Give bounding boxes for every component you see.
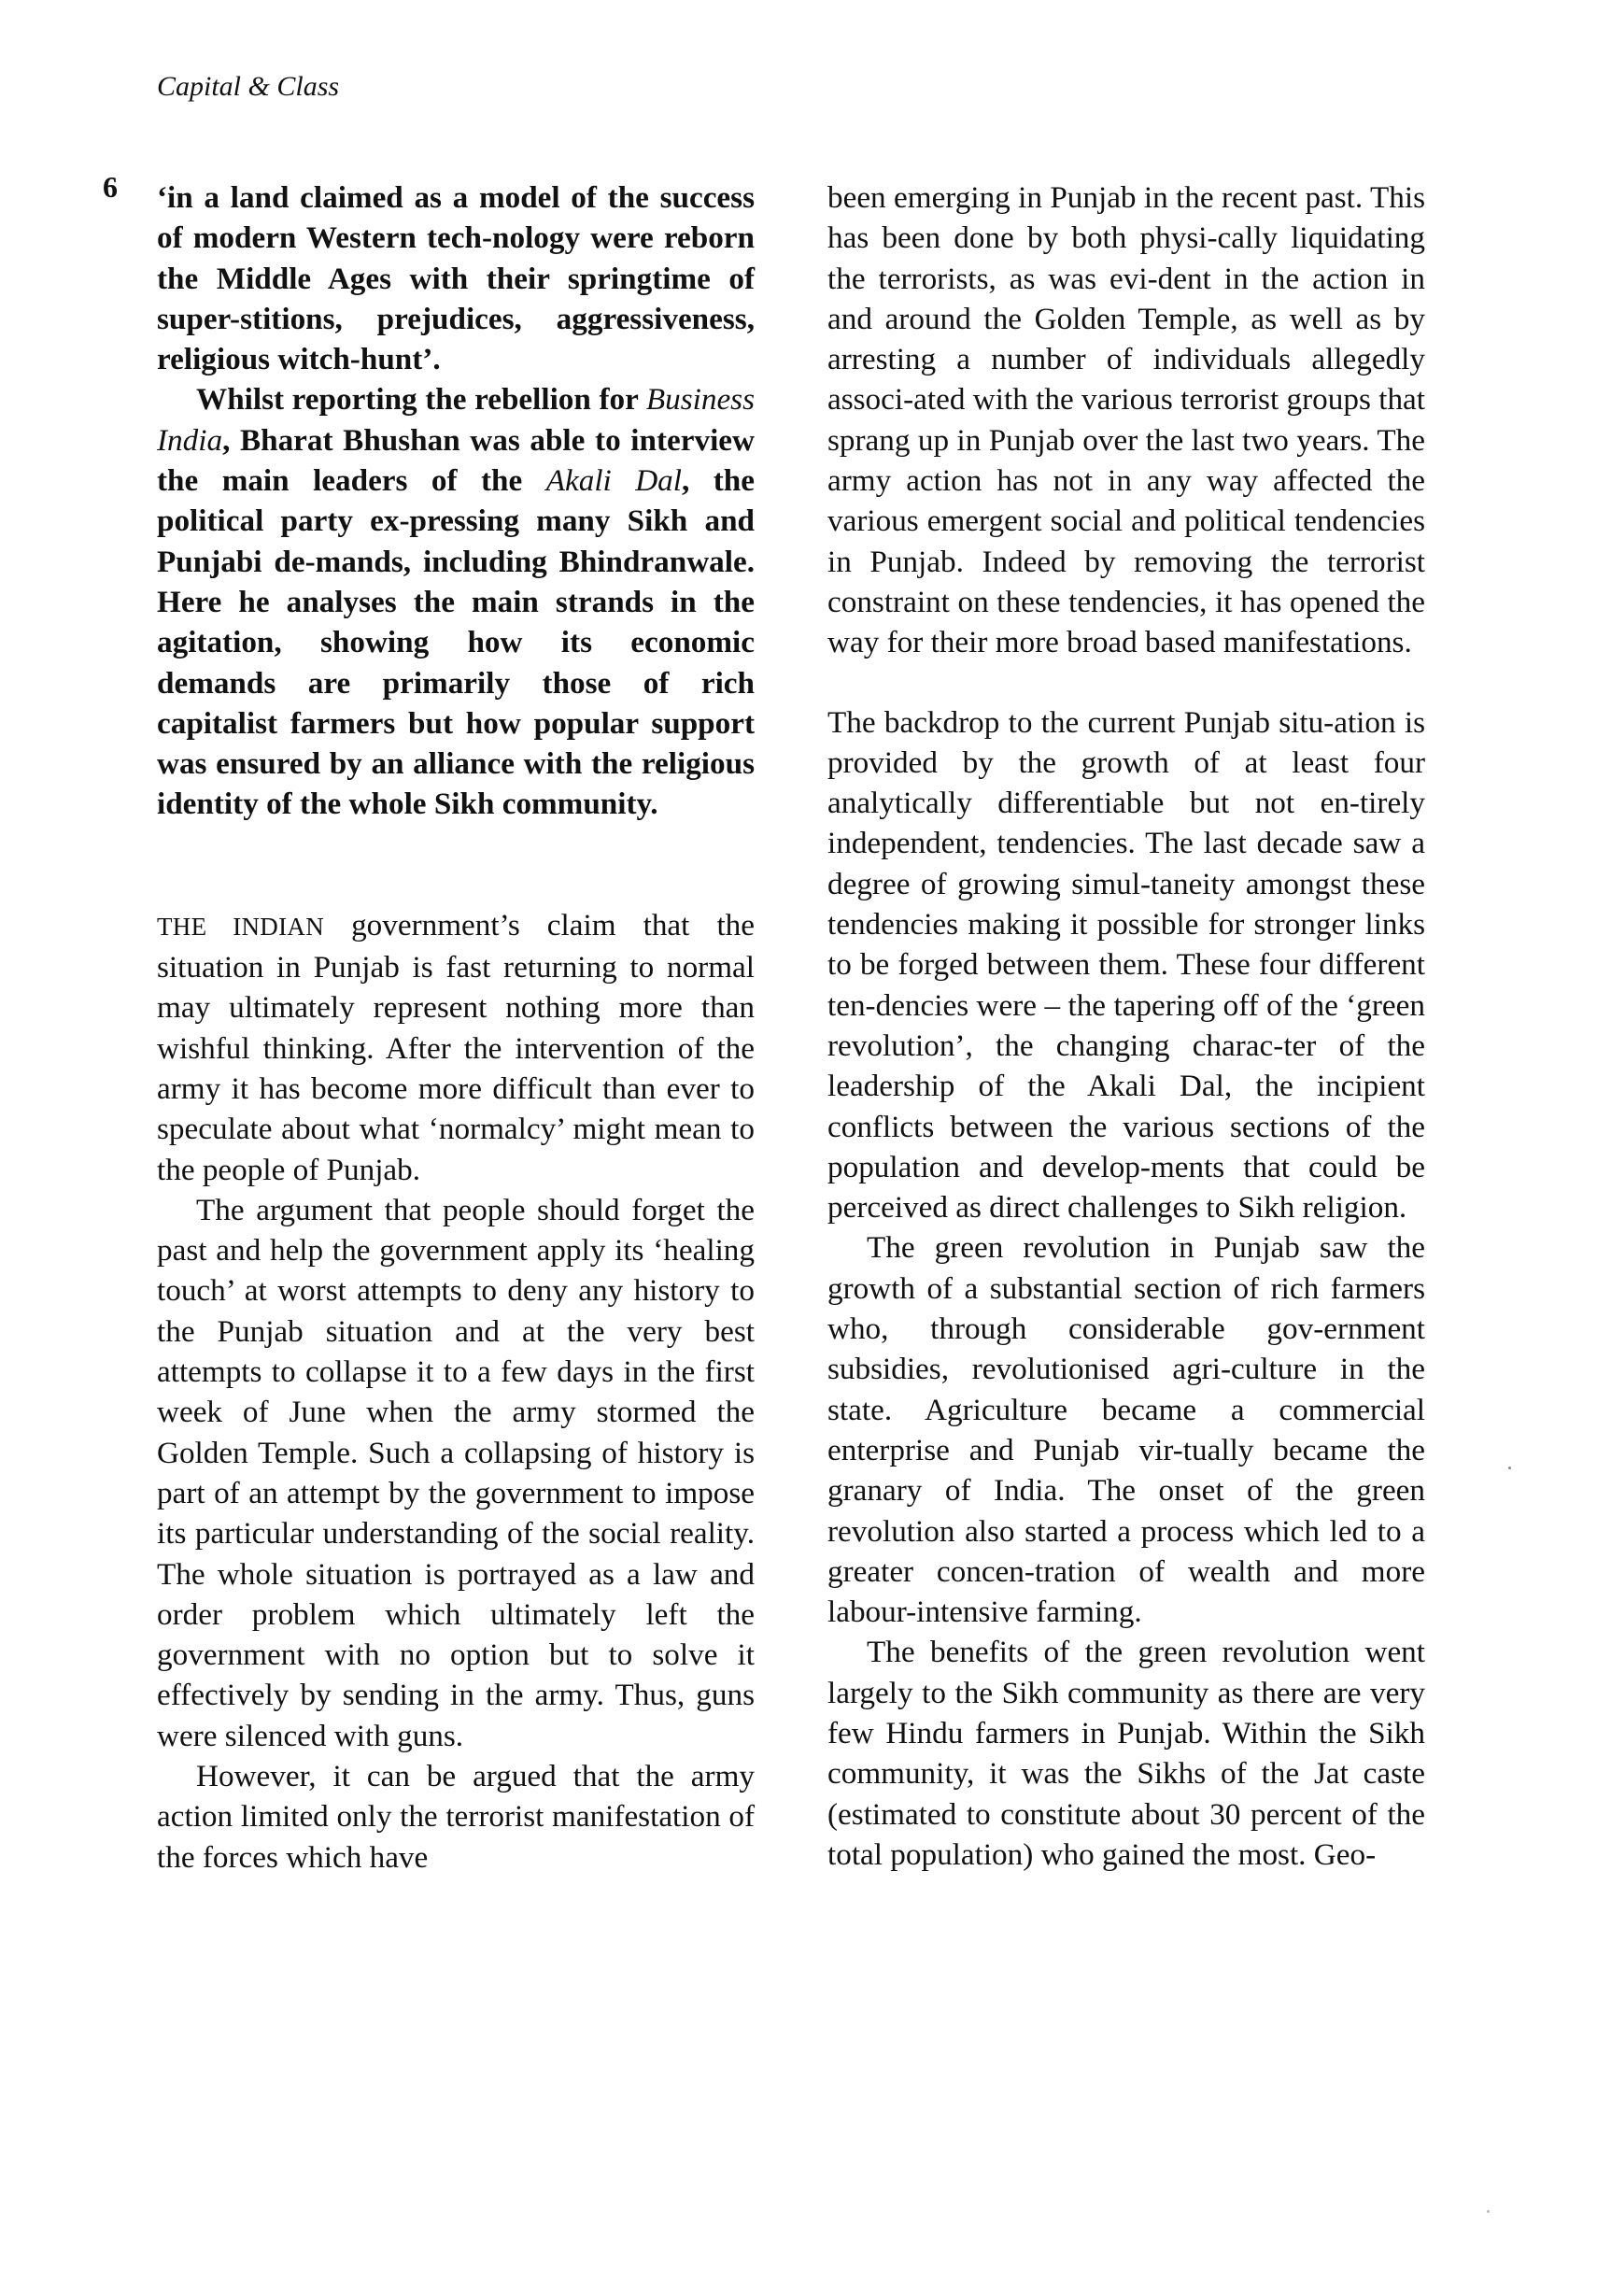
scan-speck (1508, 1467, 1511, 1469)
paragraph-text: government’s claim that the situation in Punjab is fast returning to normal may ultimately represent nothing more than wishful thinking. After the intervention of the army it has become more difficult than ever to speculate about what ‘normalcy’ might mean to the people of Punjab. (157, 907, 755, 1187)
left-column (157, 177, 755, 1878)
abstract (157, 177, 755, 825)
page-number: 6 (103, 170, 118, 204)
abstract-intro (157, 379, 755, 824)
abstract-quote: ‘in a land claimed as a model of the success of modern Western tech-nology were reborn the Middle Ages with their springtime of super-stitions, prejudices, aggressiveness, religious witch-hunt’. (157, 180, 755, 377)
body-paragraph-1 (157, 905, 755, 1190)
body-paragraph-continued: been emerging in Punjab in the recent past. This has been done by both physi-cally liquidating the terrorists, as was evi-dent in the action in and around the Golden Temple, as well as by arresting a number of individuals allegedly associ-ated with the various terrorist groups that sprang up in Punjab over the last two years. The army action has not in any way affected the various emergent social and political tendencies in Punjab. Indeed by removing the terrorist constraint on these tendencies, it has opened the way for their more broad based manifestations. (827, 180, 1425, 660)
publication-title: Business India (157, 382, 755, 458)
running-head: Capital & Class (157, 71, 340, 102)
abstract-text: , Bharat Bhushan was able to interview the main leaders of the (157, 422, 755, 499)
abstract-text: Whilst reporting the rebellion for (196, 382, 646, 418)
body-paragraph-benefits: The benefits of the green revolution went largely to the Sikh community as there are very few Hindu farmers in Punjab. Within the Sikh community, it was the Sikhs of the Jat caste (estimated to constitute about 30 percent of the total population) who gained the most. Geo- (827, 1635, 1425, 1872)
body-paragraph-2: The argument that people should forget the past and help the government apply its ‘healing touch’ at worst attempts to deny any history to the Punjab situation and at the very best attempts to collapse it to a few days in the first week of June when the army stormed the Golden Temple. Such a collapsing of history is part of an attempt by the government to impose its particular understanding of the social reality. The whole situation is portrayed as a law and order problem which ultimately left the government with no option but to solve it effectively by sending in the army. Thus, guns were silenced with guns. (157, 1192, 755, 1753)
party-name: Akali Dal (545, 463, 682, 499)
right-column (827, 177, 1425, 1875)
body-paragraph-green-revolution: The green revolution in Punjab saw the growth of a substantial section of rich farmers who, through considerable gov-ernment subsidies, revolutionised agri-culture in the state. Agriculture became a commercial enterprise and Punjab vir-tually became the granary of India. The onset of the green revolution also started a process which led to a greater concen-tration of wealth and more labour-intensive farming. (827, 1230, 1425, 1630)
body-paragraph-3: However, it can be argued that the army action limited only the terrorist manifestation of the forces which have (157, 1758, 755, 1875)
scan-speck (1487, 2210, 1490, 2213)
opening-smallcaps: THE INDIAN (157, 912, 324, 941)
body-paragraph-backdrop: The backdrop to the current Punjab situ-ation is provided by the growth of at least four analytically differentiable but not en-tirely independent, tendencies. The last decade saw a degree of growing simul-taneity amongst these tendencies making it possible for stronger links to be forged between them. These four different ten-dencies were – the tapering off of the ‘green revolution’, the changing charac-ter of the leadership of the Akali Dal, the incipient conflicts between the various sections of the population and develop-ments that could be perceived as direct challenges to Sikh religion. (827, 704, 1425, 1226)
abstract-text: , the political party ex-pressing many Sikh and Punjabi de-mands, including Bhindranwale. Here he analyses the main strands in the agitation, showing how its economic demands are primarily those of rich capitalist farmers but how popular support was ensured by an alliance with the religious identity of the whole Sikh community. (157, 463, 755, 822)
